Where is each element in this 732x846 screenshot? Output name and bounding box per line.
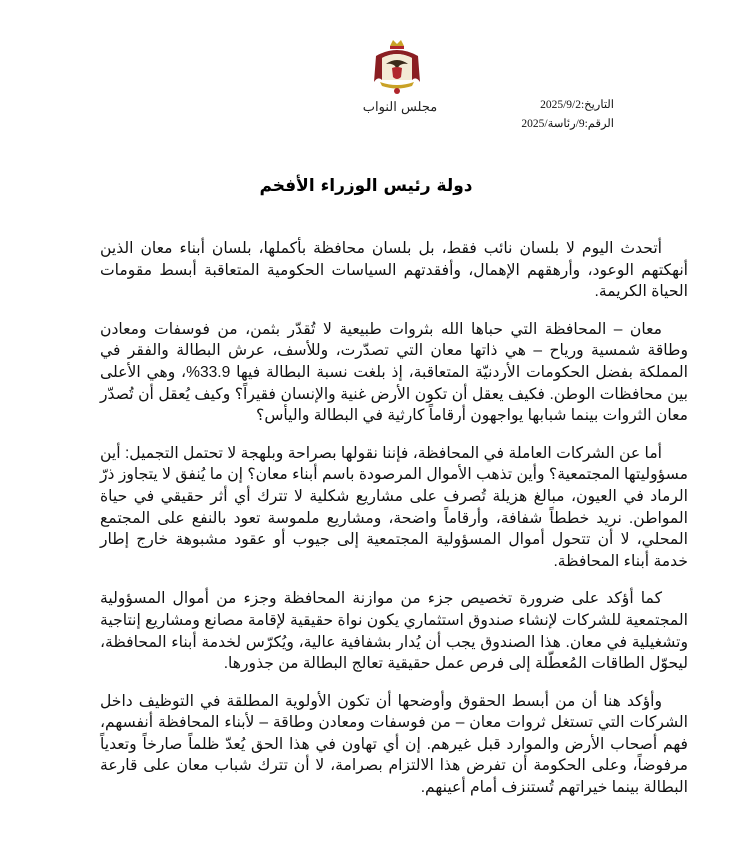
paragraph: كما أؤكد على ضرورة تخصيص جزء من موازنة المحافظة وجزء من أموال المسؤولية المجتمعية للشركات لإنشاء صندوق استثماري يكون نواة حقيقية لإقامة مصانع ومشاريع إنتاجية وتشغيلية في معان. هذا الصندوق يجب أن يُدار بشفافية عالية، ويُكرّس لخدمة أبناء المحافظة، ليحوّل الطاقات المُعطّلة إلى فرص عمل حقيقية تعالج البطالة من جذورها. (100, 590, 688, 673)
emblem (368, 36, 426, 98)
date-row (521, 96, 614, 115)
reference-row (521, 115, 614, 134)
paragraph: أتحدث اليوم لا بلسان نائب فقط، بل بلسان محافظة بأكملها، بلسان أبناء معان الذين أنهكتهم الوعود، وأرهقهم الإهمال، وأفقدتهم السياسات الحكومية المتعاقبة أبسط مقومات الحياة الكريمة. (100, 240, 688, 301)
reference-value: 9/رئاسة/2025 (521, 118, 585, 130)
letter-title: دولة رئيس الوزراء الأفخم (259, 176, 473, 196)
council-name: مجلس النواب (362, 100, 438, 115)
jordan-coat-of-arms-icon (368, 36, 426, 98)
date-label: التاريخ: (580, 99, 614, 111)
letter-body (100, 238, 688, 799)
reference-label: الرقم: (584, 118, 614, 130)
paragraph: معان – المحافظة التي حباها الله بثروات طبيعية لا تُقدّر بثمن، من فوسفات ومعادن وطاقة شمسية ورياح – هي ذاتها معان التي تصدّرت، وللأسف، عرش البطالة والفقر في المملكة بفضل الحكومات الأردنيّة المتعاقبة، إذ بلغت نسبة البطالة فيها 33.9%، وهي الأعلى بين محافظات الوطن. فكيف يعقل أن تكون الأرض غنية والإنسان فقيراً؟ وكيف يُعقل أن تُصدّر معان الثروات بينما شبابها يواجهون أرقاماً كارثية في البطالة واليأس؟ (100, 320, 688, 425)
paragraph: وأؤكد هنا أن من أبسط الحقوق وأوضحها أن تكون الأولوية المطلقة في التوظيف داخل الشركات التي تستغل ثروات معان – من فوسفات ومعادن وطاقة – لأبناء المحافظة أنفسهم، فهم أصحاب الأرض والموارد قبل غيرهم. إن أي تهاون في هذا الحق يُعدّ ظلماً صارخاً وتعدياً مرفوضاً، وعلى الحكومة أن تفرض هذا الالتزام بصرامة، لا أن تترك شباب معان على قارعة البطالة بينما خيراتهم تُستنزف أمام أعينهم. (100, 692, 688, 797)
letter-meta (521, 96, 614, 134)
date-value: 2025/9/2 (540, 99, 581, 111)
paragraph: أما عن الشركات العاملة في المحافظة، فإننا نقولها بصراحة وبلهجة لا تحتمل التجميل: أين مسؤوليتها المجتمعية؟ وأين تذهب الأموال المرصودة باسم أبناء معان؟ إن ما يُنفق لا يتجاوز ذرّ الرماد في العيون، مبالغ هزيلة تُصرف على مشاريع شكلية لا تترك أي أثر حقيقي في حياة المواطن. نريد خططاً شفافة، وأرقاماً واضحة، ومشاريع ملموسة تعود بالنفع على المجتمع المحلي، لا أن تتحول أموال المسؤولية المجتمعية إلى جيوب أو عقود مشبوهة خارج إطار خدمة أبناء المحافظة. (100, 444, 688, 570)
